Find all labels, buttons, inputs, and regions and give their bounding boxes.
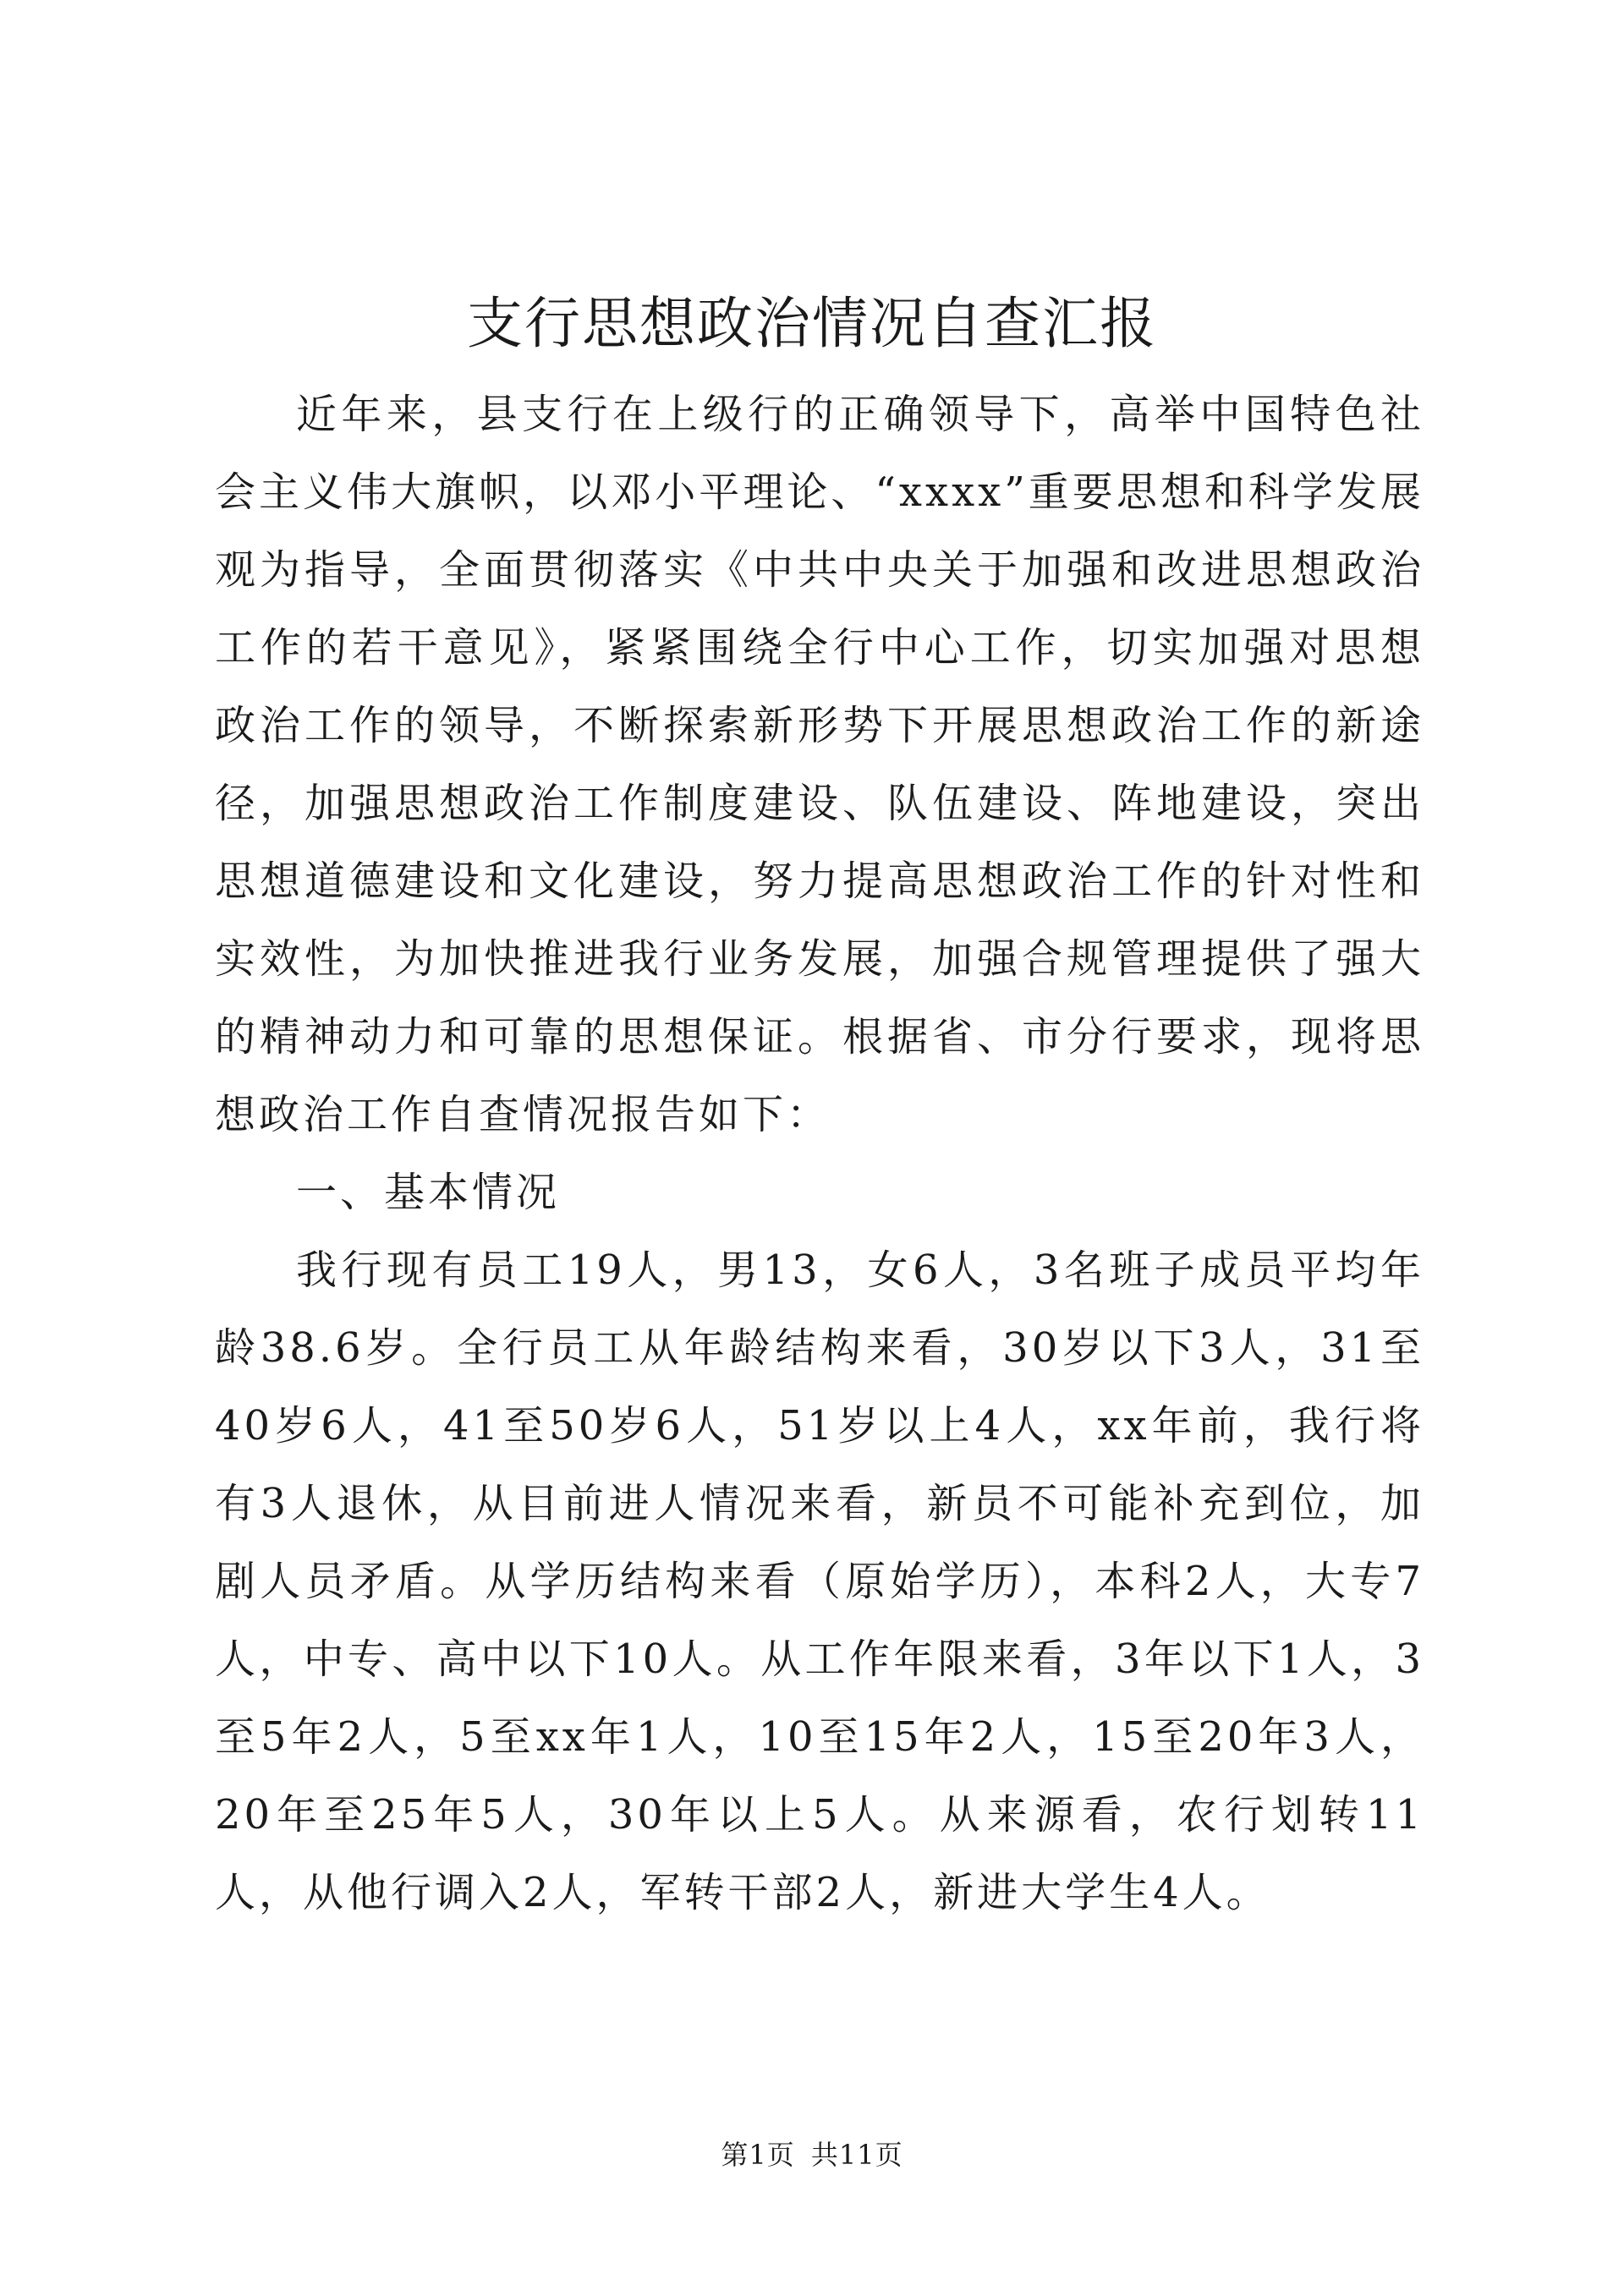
- section-heading-basic-situation: 一、基本情况: [296, 1169, 561, 1216]
- document-title: 支行思想政治情况自查汇报: [467, 291, 1157, 356]
- document-body: [215, 375, 1424, 1932]
- paragraph-staff-statistics: 我行现有员工19人，男13，女6人，3名班子成员平均年龄38.6岁。全行员工从年龄结构来看，30岁以下3人，31至40岁6人，41至50岁6人，51岁以上4人，xx年前，我行将有3人退休，从目前进人情况来看，新员不可能补充到位，加剧人员矛盾。从学历结构来看（原始学历），本科2人，大专7人，中专、高中以下10人。从工作年限来看，3年以下1人，3至5年2人，5至xx年1人，10至15年2人，15至20年3人，20年至25年5人，30年以上5人。从来源看，农行划转11人，从他行调入2人，军转干部2人，新进大学生4人。: [215, 1247, 1424, 1916]
- paragraph-intro: 近年来，县支行在上级行的正确领导下，高举中国特色社会主义伟大旗帜，以邓小平理论、“xxxx”重要思想和科学发展观为指导，全面贯彻落实《中共中央关于加强和改进思想政治工作的若干意见》，紧紧围绕全行中心工作，切实加强对思想政治工作的领导，不断探索新形势下开展思想政治工作的新途径，加强思想政治工作制度建设、队伍建设、阵地建设，突出思想道德建设和文化建设，努力提高思想政治工作的针对性和实效性，为加快推进我行业务发展，加强合规管理提供了强大的精神动力和可靠的思想保证。根据省、市分行要求，现将思想政治工作自查情况报告如下：: [215, 391, 1424, 1138]
- page-number-footer: 第1页 共11页: [721, 2139, 903, 2171]
